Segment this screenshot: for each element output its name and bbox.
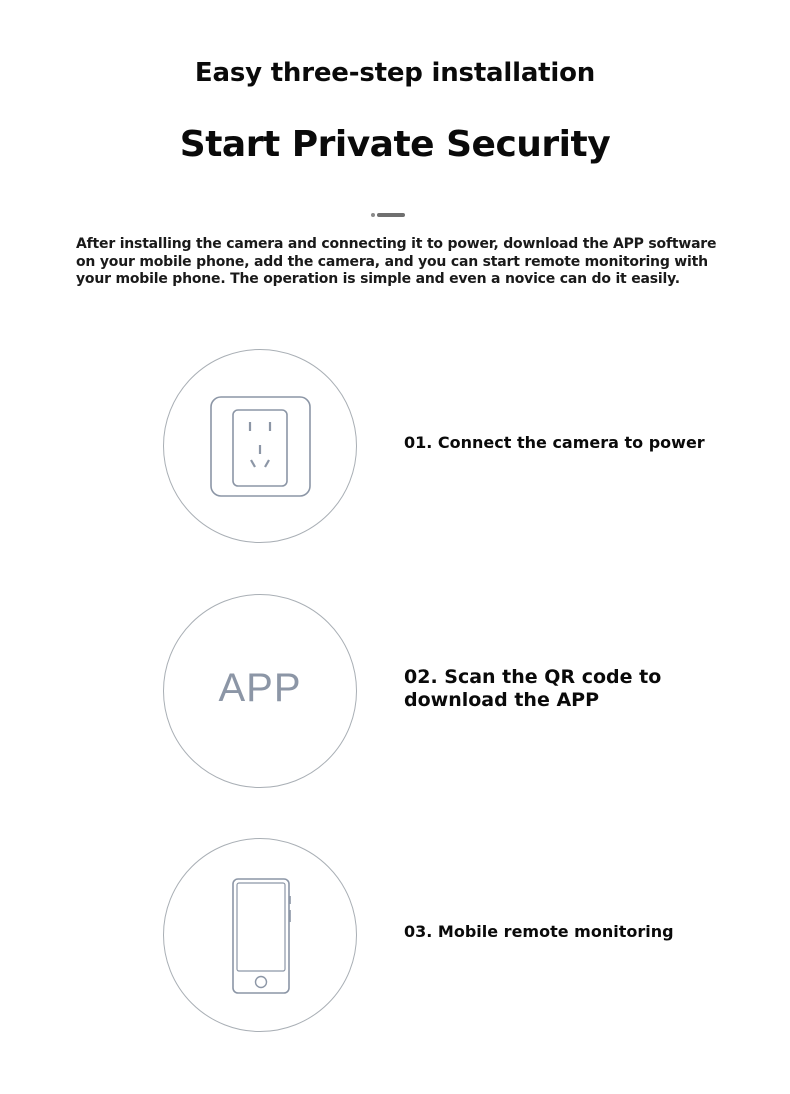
step-label: 02. Scan the QR code to download the APP (404, 666, 662, 711)
step-remote-monitoring (0, 838, 790, 1038)
step-download-app (0, 594, 790, 794)
app-text-icon (163, 594, 357, 788)
smartphone-icon (163, 838, 357, 1032)
page-title: Start Private Security (179, 124, 611, 165)
step-connect-power (0, 349, 790, 549)
divider-dot (371, 213, 375, 217)
section-subtitle: Easy three-step installation (194, 58, 596, 88)
step-label: 01. Connect the camera to power (404, 433, 705, 452)
title-divider (371, 212, 405, 218)
app-icon-text: APP (218, 666, 302, 710)
intro-description: After installing the camera and connecting it to power, download the APP software on your mobile phone, add the camera, and you can start remote monitoring with your mobile phone. The operation is simple and even a novice can do it easily. (76, 236, 717, 287)
step-label: 03. Mobile remote monitoring (404, 922, 674, 941)
power-outlet-icon (163, 349, 357, 543)
divider-bar (377, 213, 405, 217)
